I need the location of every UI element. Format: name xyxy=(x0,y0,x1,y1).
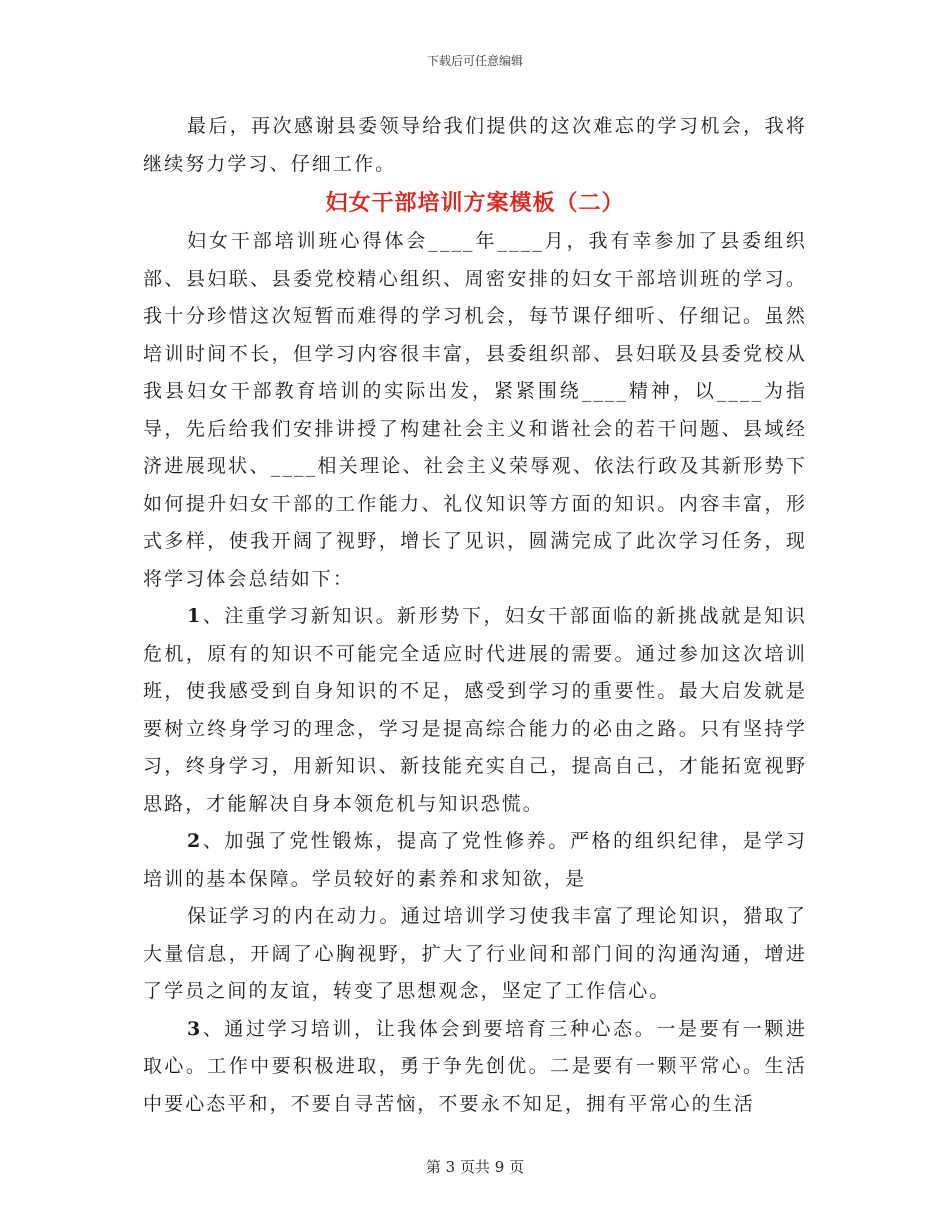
paragraph-number: 3 xyxy=(187,1017,203,1040)
paragraph xyxy=(143,823,807,898)
intro-paragraph: 最后，再次感谢县委领导给我们提供的这次难忘的学习机会，我将继续努力学习、仔细工作。 xyxy=(143,115,807,175)
paragraph-text: 、注重学习新知识。新形势下，妇女干部面临的新挑战就是知识危机，原有的知识不可能完全适应时代进展的需要。通过参加这次培训班，使我感受到自身知识的不足，感受到学习的重要性。最大启发就是要树立终身学习的理念，学习是提高综合能力的必由之路。只有坚持学习，终身学习，用新知识、新技能充实自己，提高自己，才能拓宽视野思路，才能解决自身本领危机与知识恐慌。 xyxy=(143,605,807,815)
paragraph-text: 、通过学习培训，让我体会到要培育三种心态。一是要有一颗进取心。工作中要积极进取，勇于争先创优。二是要有一颗平常心。生活中要心态平和，不要自寻苦恼，不要永不知足，拥有平常心的生活 xyxy=(143,1017,807,1115)
page-header: 下载后可任意编辑 xyxy=(426,54,523,68)
paragraph xyxy=(143,598,807,823)
document-title: 妇女干部培训方案模板（二） xyxy=(325,190,625,216)
paragraph-text: 、加强了党性锻炼，提高了党性修养。严格的组织纪律，是学习培训的基本保障。学员较好的素养和求知欲，是 xyxy=(143,830,807,890)
paragraph xyxy=(143,1011,807,1124)
paragraph-text: 妇女干部培训班心得体会____年____月，我有幸参加了县委组织部、县妇联、县委党校精心组织、周密安排的妇女干部培训班的学习。我十分珍惜这次短暂而难得的学习机会，每节课仔细听、仔细记。虽然培训时间不长，但学习内容很丰富，县委组织部、县妇联及县委党校从我县妇女干部教育培训的实际出发，紧紧围绕____精神，以____为指导，先后给我们安排讲授了构建社会主义和谐社会的若干问题、县域经济进展现状、____相关理论、社会主义荣辱观、依法行政及其新形势下如何提升妇女干部的工作能力、礼仪知识等方面的知识。内容丰富，形式多样，使我开阔了视野，增长了见识，圆满完成了此次学习任务，现将学习体会总结如下： xyxy=(143,230,807,590)
paragraph xyxy=(143,223,807,598)
paragraph-text: 保证学习的内在动力。通过培训学习使我丰富了理论知识，猎取了大量信息，开阔了心胸视野，扩大了行业间和部门间的沟通沟通，增进了学员之间的友谊，转变了思想观念，坚定了工作信心。 xyxy=(143,905,807,1002)
paragraph-number: 1 xyxy=(187,605,203,627)
paragraph xyxy=(143,898,807,1011)
paragraph-number: 2 xyxy=(187,830,203,852)
document-body xyxy=(143,108,807,1123)
page-footer: 第 3 页共 9 页 xyxy=(425,1158,525,1176)
